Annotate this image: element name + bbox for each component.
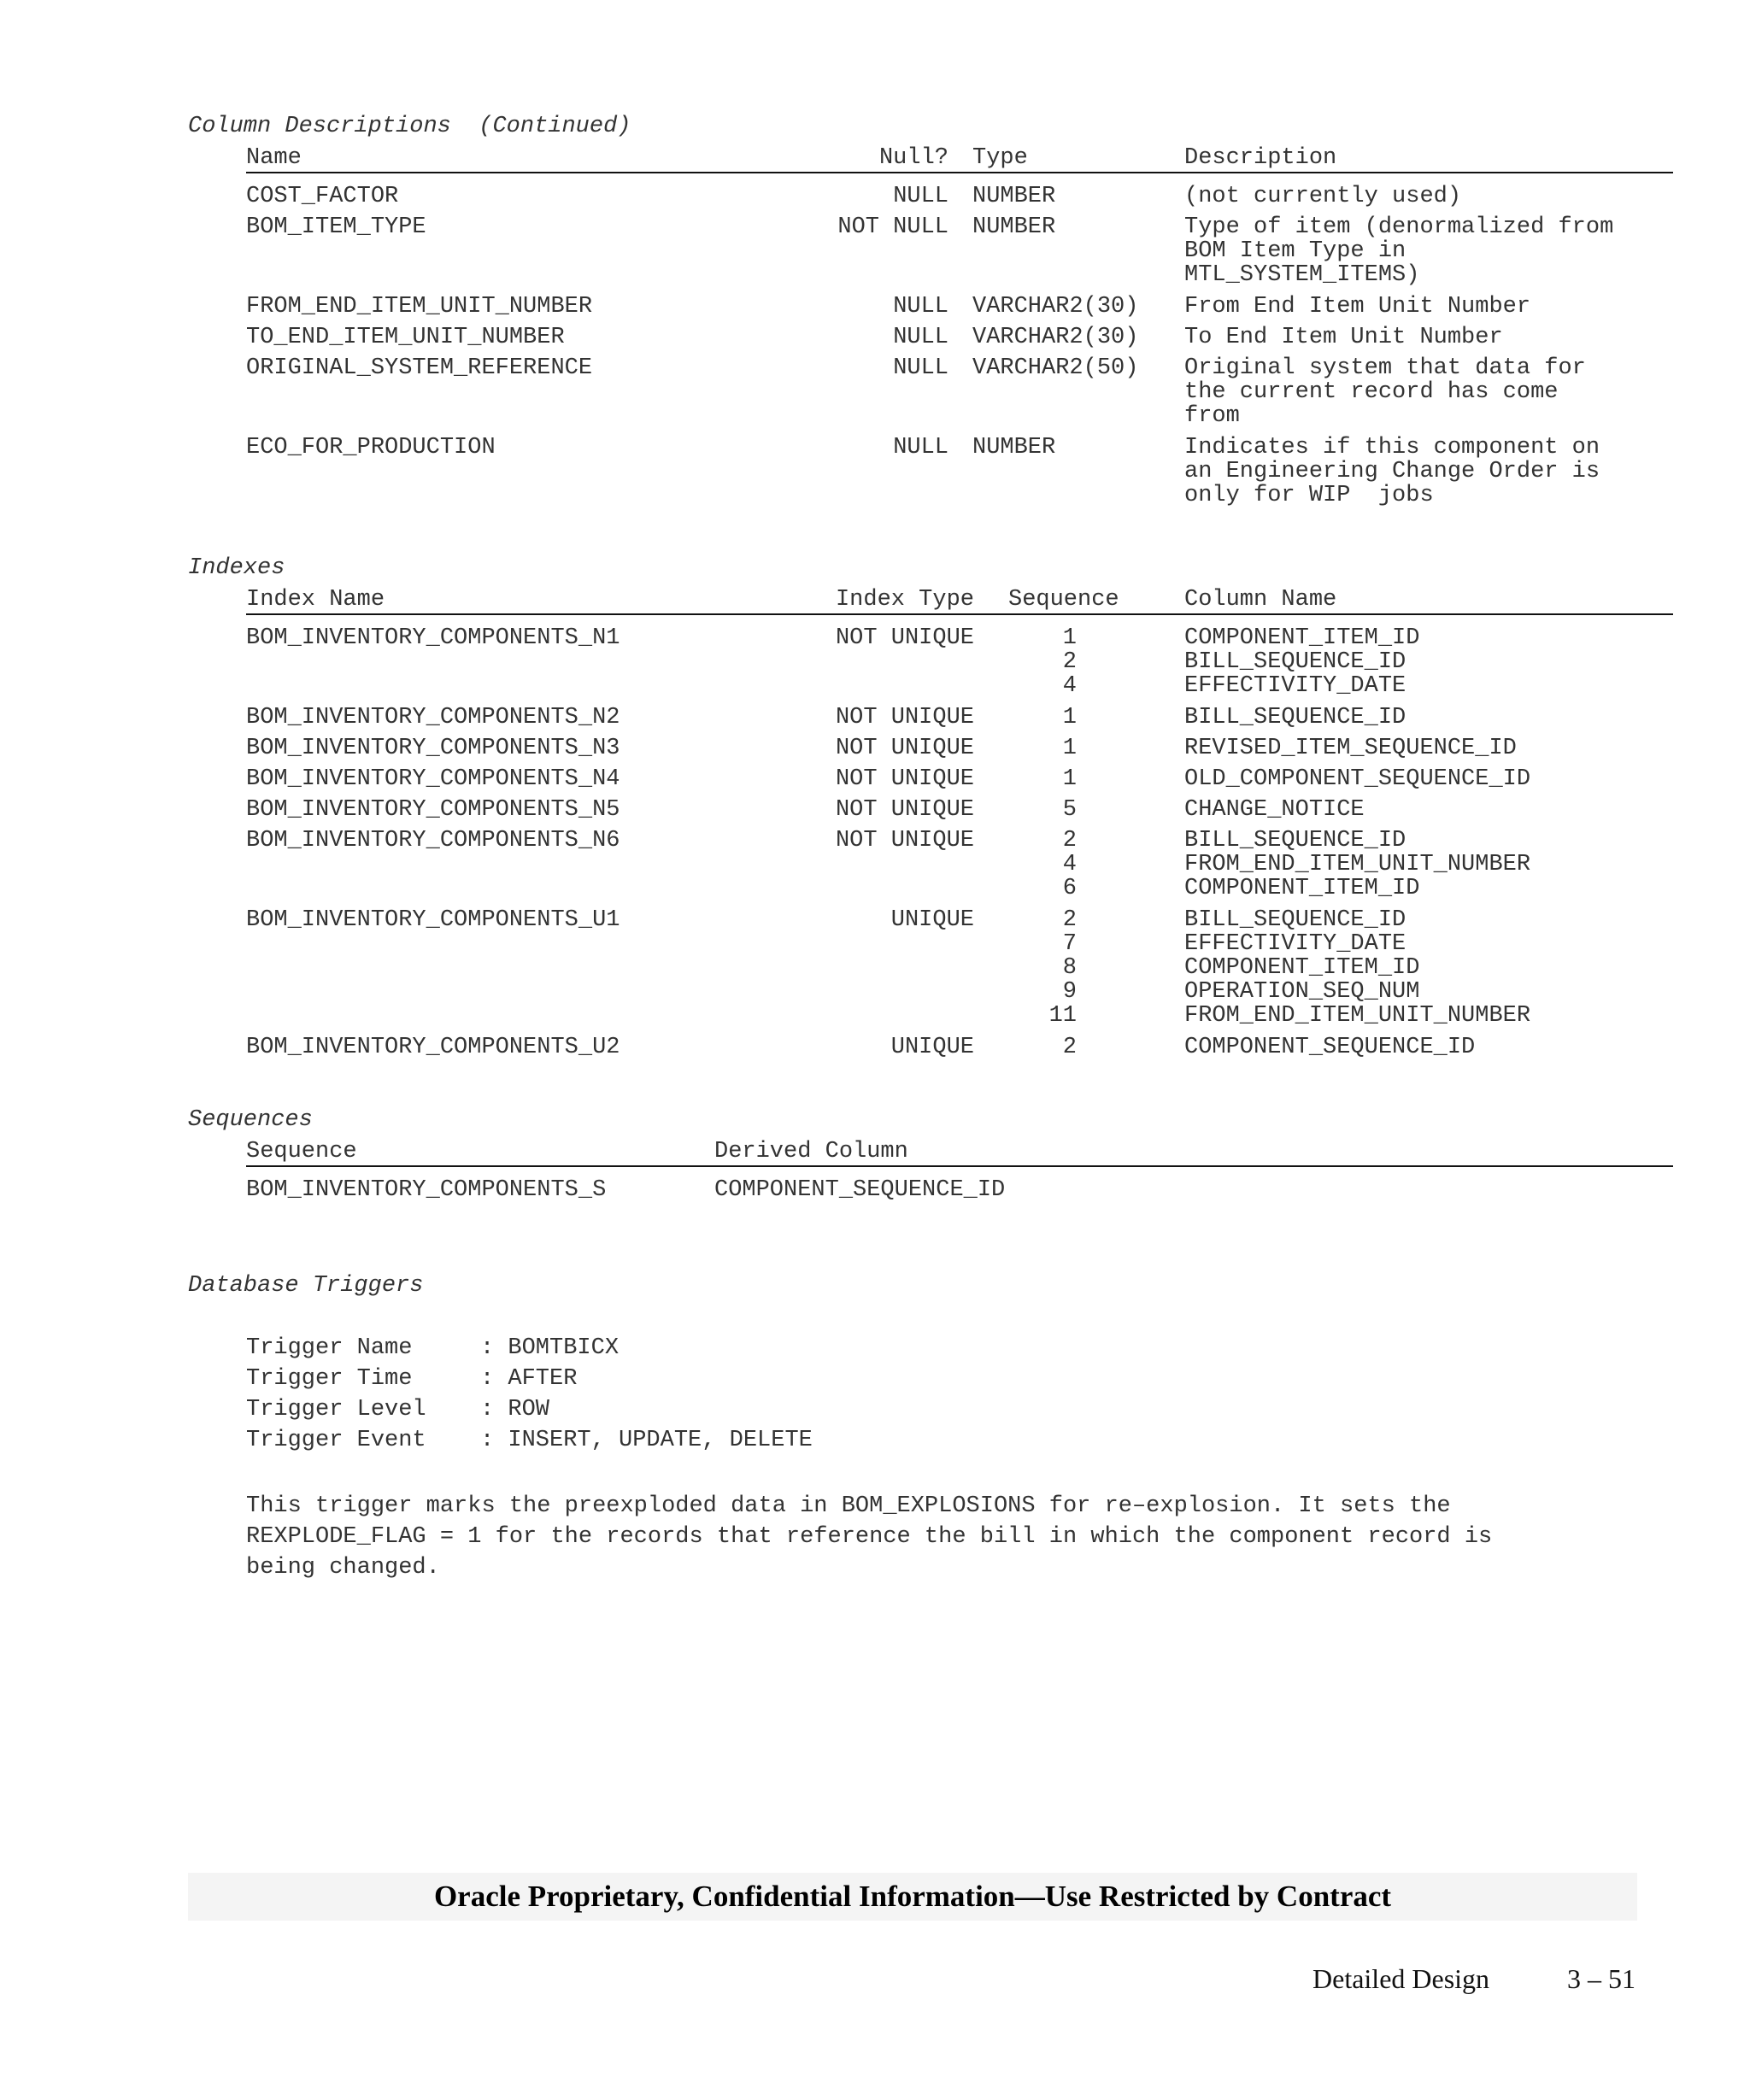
confidential-notice: Oracle Proprietary, Confidential Information––Use Restricted by Contract	[433, 1880, 1392, 1913]
page-number: 3 – 51	[1567, 1963, 1635, 1994]
column-null: NULL	[893, 294, 948, 320]
column-name: BOM_ITEM_TYPE	[246, 214, 426, 240]
column-type: NUMBER	[972, 435, 1056, 460]
index-type: UNIQUE	[890, 1035, 974, 1060]
index-sequence: 1 2 4	[1062, 625, 1077, 699]
index-type: NOT UNIQUE	[835, 625, 974, 651]
trigger-label: Trigger Time	[246, 1366, 413, 1392]
index-type: NOT UNIQUE	[835, 705, 974, 730]
column-description: Type of item (denormalized from BOM Item Type in MTL_SYSTEM_ITEMS)	[1184, 214, 1614, 288]
index-sequence: 2 7 8 9 11	[1048, 907, 1077, 1029]
column-null: NULL	[893, 325, 948, 350]
column-null: NULL	[893, 355, 948, 381]
trigger-value: : INSERT, UPDATE, DELETE	[480, 1428, 813, 1453]
column-name: FROM_END_ITEM_UNIT_NUMBER	[246, 294, 593, 320]
trigger-value: : AFTER	[480, 1366, 578, 1392]
col-header-type: Type	[972, 145, 1028, 171]
col-header-description: Description	[1184, 145, 1337, 171]
column-description: Original system that data for the current record has come from	[1184, 355, 1586, 429]
column-name: ECO_FOR_PRODUCTION	[246, 435, 496, 460]
index-name: BOM_INVENTORY_COMPONENTS_N5	[246, 797, 620, 823]
index-sequence: 2	[1062, 1035, 1077, 1060]
column-header-rule	[246, 172, 1673, 173]
index-name: BOM_INVENTORY_COMPONENTS_N1	[246, 625, 620, 651]
index-type: NOT UNIQUE	[835, 797, 974, 823]
trigger-label: Trigger Name	[246, 1335, 413, 1361]
index-name: BOM_INVENTORY_COMPONENTS_N6	[246, 828, 620, 853]
trigger-label: Trigger Event	[246, 1428, 426, 1453]
column-descriptions-heading: Column Descriptions (Continued)	[188, 114, 631, 139]
index-sequence: 5	[1062, 797, 1077, 823]
index-header-rule	[246, 613, 1673, 615]
col-header-name: Name	[246, 145, 302, 171]
index-column: REVISED_ITEM_SEQUENCE_ID	[1184, 736, 1517, 761]
index-sequence: 1	[1062, 736, 1077, 761]
trigger-label: Trigger Level	[246, 1397, 426, 1422]
index-name: BOM_INVENTORY_COMPONENTS_N3	[246, 736, 620, 761]
index-column: COMPONENT_SEQUENCE_ID	[1184, 1035, 1476, 1060]
column-name: COST_FACTOR	[246, 184, 399, 209]
column-type: VARCHAR2(50)	[972, 355, 1139, 381]
index-name: BOM_INVENTORY_COMPONENTS_N2	[246, 705, 620, 730]
section-title: Detailed Design	[1312, 1963, 1490, 1994]
column-null: NULL	[893, 184, 948, 209]
column-null: NULL	[893, 435, 948, 460]
trigger-value: : ROW	[480, 1397, 550, 1422]
index-header-sequence: Sequence	[1008, 587, 1119, 613]
index-name: BOM_INVENTORY_COMPONENTS_N4	[246, 766, 620, 792]
index-type: NOT UNIQUE	[835, 766, 974, 792]
index-column: CHANGE_NOTICE	[1184, 797, 1365, 823]
index-column: BILL_SEQUENCE_ID EFFECTIVITY_DATE COMPONENT_ITEM_ID OPERATION_SEQ_NUM FROM_END_ITEM_UNIT_NUMBER	[1184, 907, 1531, 1029]
sequence-header-derived: Derived Column	[714, 1139, 908, 1164]
column-type: NUMBER	[972, 184, 1056, 209]
index-column: BILL_SEQUENCE_ID FROM_END_ITEM_UNIT_NUMBER COMPONENT_ITEM_ID	[1184, 828, 1531, 901]
index-column: OLD_COMPONENT_SEQUENCE_ID	[1184, 766, 1531, 792]
column-description: (not currently used)	[1184, 184, 1462, 209]
index-name: BOM_INVENTORY_COMPONENTS_U2	[246, 1035, 620, 1060]
index-name: BOM_INVENTORY_COMPONENTS_U1	[246, 907, 620, 933]
index-type: UNIQUE	[890, 907, 974, 933]
column-name: ORIGINAL_SYSTEM_REFERENCE	[246, 355, 593, 381]
sequences-heading: Sequences	[188, 1107, 313, 1133]
sequence-header-rule	[246, 1165, 1673, 1167]
triggers-heading: Database Triggers	[188, 1273, 424, 1299]
index-type: NOT UNIQUE	[835, 736, 974, 761]
index-column: BILL_SEQUENCE_ID	[1184, 705, 1406, 730]
index-header-type: Index Type	[835, 587, 974, 613]
index-sequence: 1	[1062, 705, 1077, 730]
column-type: VARCHAR2(30)	[972, 294, 1139, 320]
index-column: COMPONENT_ITEM_ID BILL_SEQUENCE_ID EFFECTIVITY_DATE	[1184, 625, 1420, 699]
column-null: NOT NULL	[837, 214, 948, 240]
trigger-value: : BOMTBICX	[480, 1335, 620, 1361]
column-type: NUMBER	[972, 214, 1056, 240]
column-name: TO_END_ITEM_UNIT_NUMBER	[246, 325, 565, 350]
index-sequence: 2 4 6	[1062, 828, 1077, 901]
index-sequence: 1	[1062, 766, 1077, 792]
sequence-name: BOM_INVENTORY_COMPONENTS_S	[246, 1177, 607, 1203]
index-header-column: Column Name	[1184, 587, 1337, 613]
column-description: To End Item Unit Number	[1184, 325, 1503, 350]
indexes-heading: Indexes	[188, 555, 285, 581]
sequence-derived-column: COMPONENT_SEQUENCE_ID	[714, 1177, 1006, 1203]
column-description: Indicates if this component on an Engineering Change Order is only for WIP jobs	[1184, 435, 1600, 508]
index-type: NOT UNIQUE	[835, 828, 974, 853]
trigger-description: This trigger marks the preexploded data in BOM_EXPLOSIONS for re–explosion. It sets the REXPLODE_FLAG = 1 for the records that reference the bill in which the component record is being changed.	[246, 1493, 1493, 1581]
column-type: VARCHAR2(30)	[972, 325, 1139, 350]
column-description: From End Item Unit Number	[1184, 294, 1531, 320]
index-header-name: Index Name	[246, 587, 385, 613]
sequence-header-name: Sequence	[246, 1139, 357, 1164]
col-header-null: Null?	[878, 145, 948, 171]
